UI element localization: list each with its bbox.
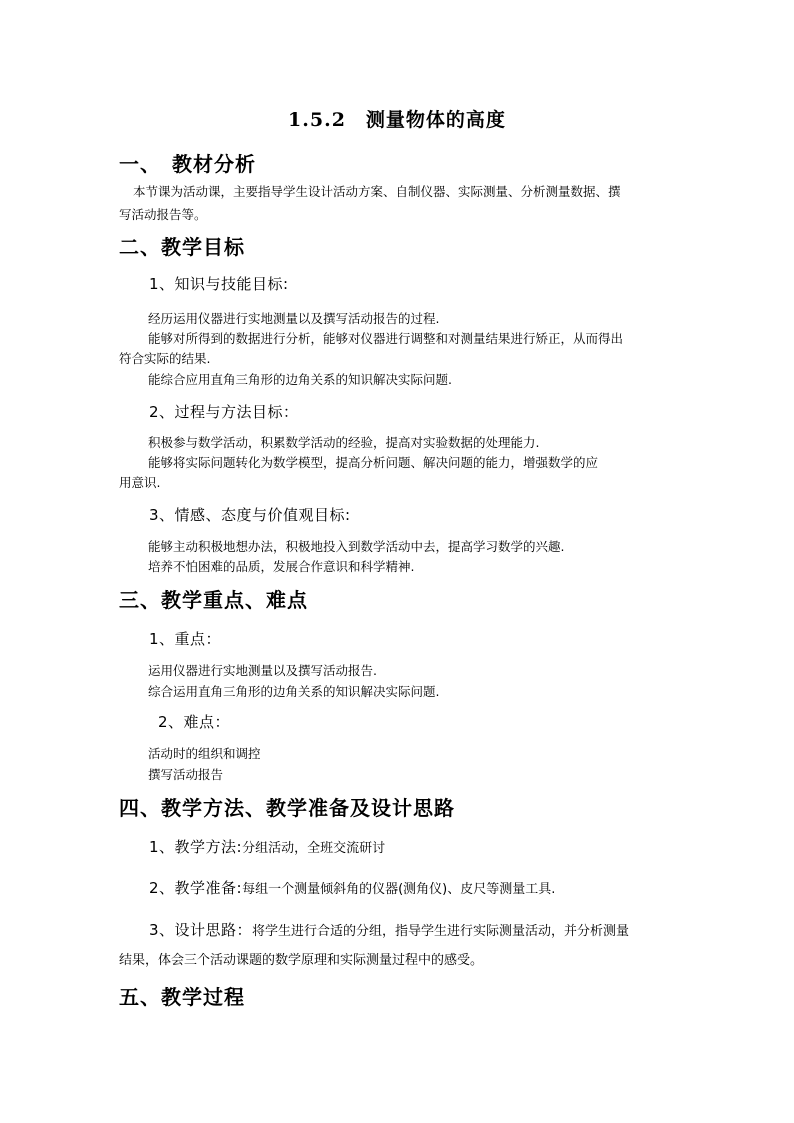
goal-2-heading: 2、过程与方法目标： bbox=[149, 403, 299, 421]
preparation-row bbox=[149, 877, 555, 898]
goal-3-line-1: 能够主动积极地想办法，积极地投入到数学活动中去，提高学习数学的兴趣. bbox=[148, 539, 565, 554]
section-1-text-line-2: 写活动报告等。 bbox=[119, 207, 207, 222]
section-3-heading: 三、教学重点、难点 bbox=[119, 588, 308, 612]
design-label: 3、设计思路： bbox=[149, 921, 253, 939]
preparation-text: 每组一个测量倾斜角的仪器(测角仪)、皮尺等测量工具. bbox=[242, 882, 556, 897]
difficulty-line-2: 撰写活动报告 bbox=[148, 767, 224, 782]
method-text: 分组活动，全班交流研讨 bbox=[242, 841, 386, 856]
goal-2-line-2: 能够将实际问题转化为数学模型，提高分析问题、解决问题的能力，增强数学的应 bbox=[148, 455, 599, 470]
goal-1-line-4: 能综合应用直角三角形的边角关系的知识解决实际问题. bbox=[148, 372, 452, 387]
design-line-2: 结果，体会三个活动课题的数学原理和实际测量过程中的感受。 bbox=[119, 953, 484, 968]
goal-1-line-3: 符合实际的结果. bbox=[119, 351, 211, 366]
section-5-heading: 五、教学过程 bbox=[119, 985, 245, 1009]
goal-3-heading: 3、情感、态度与价值观目标: bbox=[149, 506, 351, 524]
difficulty-heading: 2、难点： bbox=[158, 713, 231, 731]
goal-1-heading: 1、知识与技能目标: bbox=[149, 275, 289, 293]
key-point-line-1: 运用仪器进行实地测量以及撰写活动报告. bbox=[148, 663, 377, 678]
goal-2-line-1: 积极参与数学活动，积累数学活动的经验，提高对实验数据的处理能力. bbox=[148, 435, 540, 450]
design-row bbox=[149, 919, 629, 940]
design-text: 将学生进行合适的分组，指导学生进行实际测量活动，并分析测量 bbox=[252, 924, 630, 939]
section-1-text-line-1: 本节课为活动课，主要指导学生设计活动方案、自制仪器、实际测量、分析测量数据、撰 bbox=[133, 184, 621, 199]
key-point-line-2: 综合运用直角三角形的边角关系的知识解决实际问题. bbox=[148, 684, 440, 699]
preparation-label: 2、教学准备: bbox=[149, 879, 243, 897]
goal-1-line-2: 能够对所得到的数据进行分析，能够对仪器进行调整和对测量结果进行矫正，从而得出 bbox=[148, 331, 624, 346]
key-point-heading: 1、重点： bbox=[149, 630, 222, 648]
section-2-heading: 二、教学目标 bbox=[119, 235, 245, 259]
document-title: 1.5.2 测量物体的高度 bbox=[288, 109, 506, 131]
goal-1-line-1: 经历运用仪器进行实地测量以及撰写活动报告的过程. bbox=[148, 311, 440, 326]
method-row bbox=[149, 836, 385, 857]
goal-2-line-3: 用意识. bbox=[119, 475, 161, 490]
difficulty-line-1: 活动时的组织和调控 bbox=[148, 746, 261, 761]
goal-3-line-2: 培养不怕困难的品质，发展合作意识和科学精神. bbox=[148, 559, 415, 574]
section-1-heading: 一、 教材分析 bbox=[119, 152, 256, 176]
section-4-heading: 四、教学方法、教学准备及设计思路 bbox=[119, 796, 455, 820]
method-label: 1、教学方法: bbox=[149, 838, 243, 856]
